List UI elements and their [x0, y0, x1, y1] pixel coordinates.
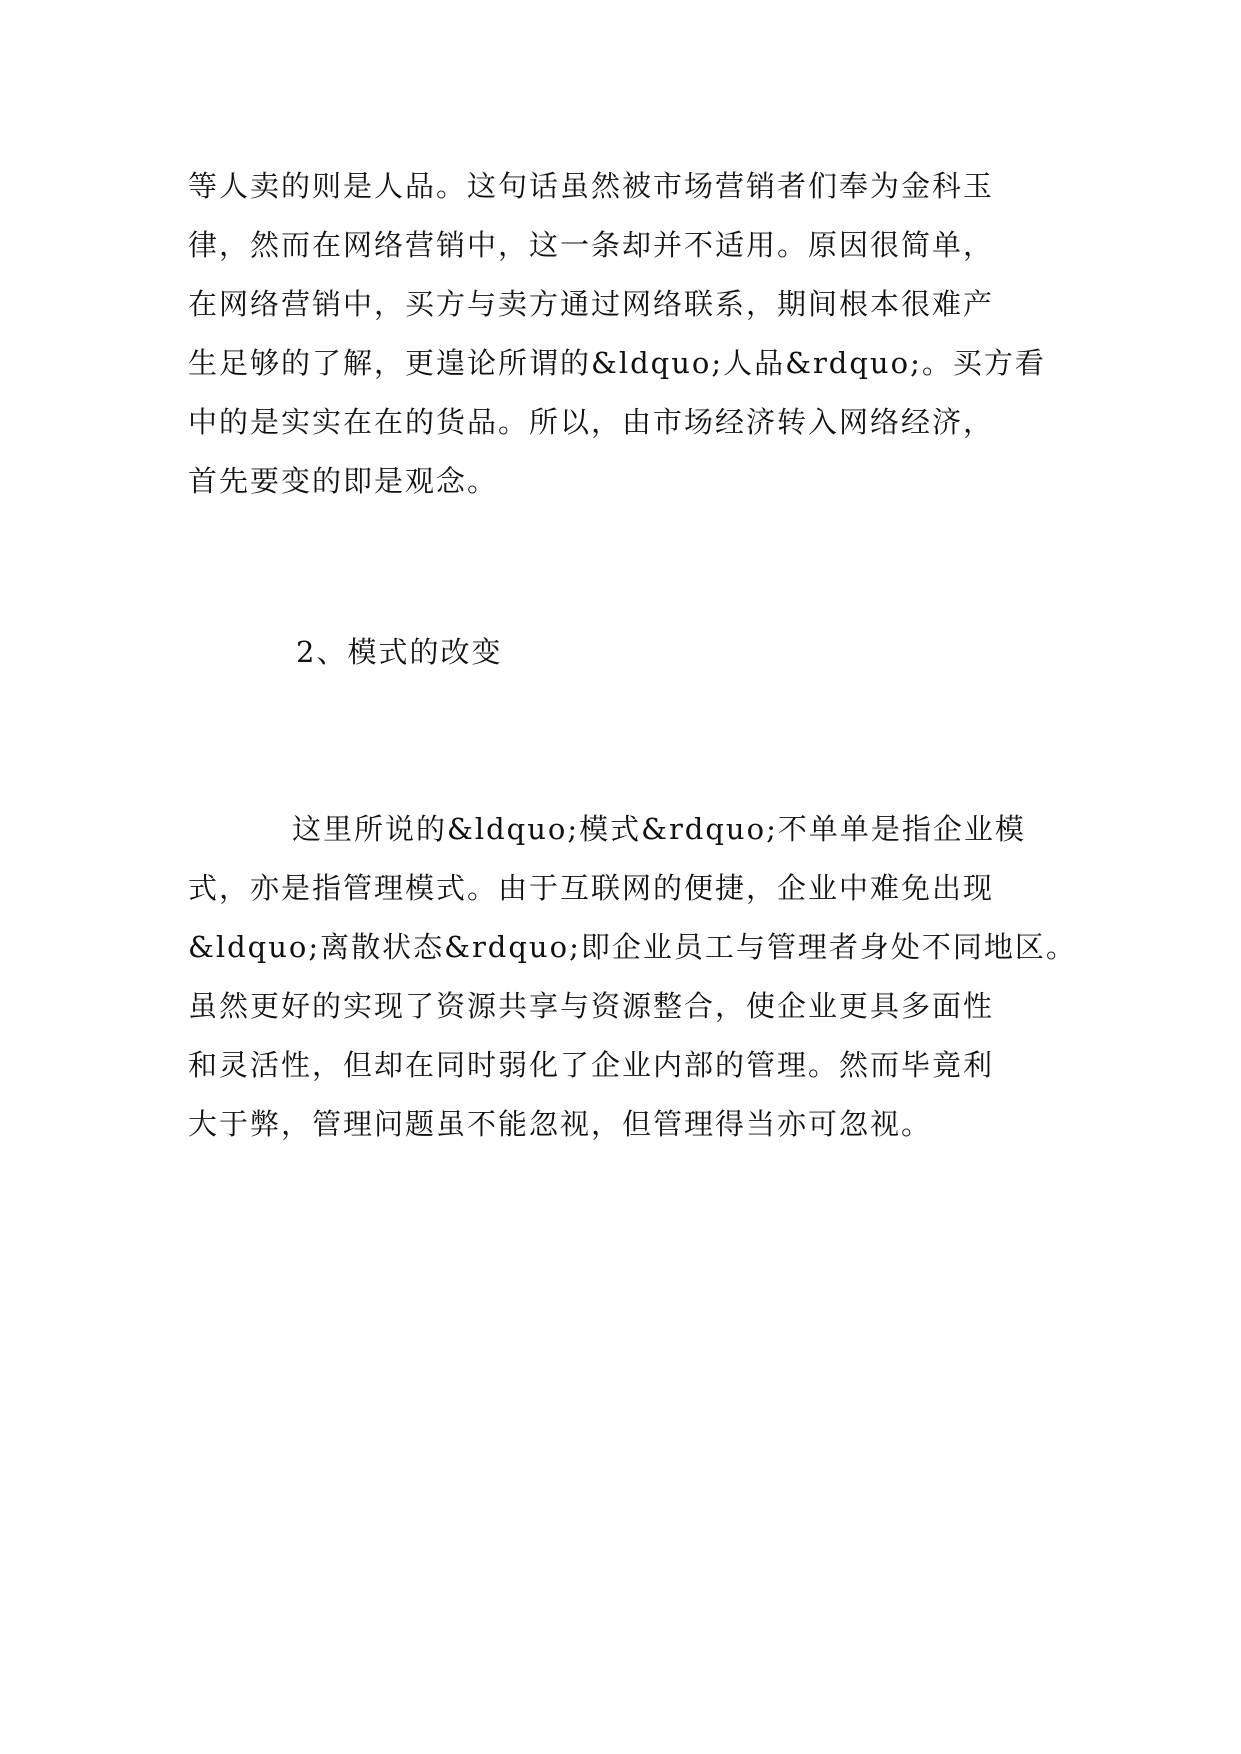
paragraph-line: 式，亦是指管理模式。由于互联网的便捷，企业中难免出现 — [188, 871, 995, 905]
paragraph-line: 等人卖的则是人品。这句话虽然被市场营销者们奉为金科玉 — [188, 169, 995, 203]
paragraph-line: 首先要变的即是观念。 — [188, 464, 499, 498]
paragraph-line: 这里所说的&ldquo;模式&rdquo;不单单是指企业模 — [292, 812, 1026, 846]
paragraph-line: 大于弊，管理问题虽不能忽视，但管理得当亦可忽视。 — [188, 1107, 933, 1141]
paragraph-line: 律，然而在网络营销中，这一条却并不适用。原因很简单， — [188, 228, 995, 262]
paragraph-line: 中的是实实在在的货品。所以，由市场经济转入网络经济， — [188, 405, 995, 439]
section-heading — [296, 623, 1176, 682]
paragraph-line: 生足够的了解，更遑论所谓的&ldquo;人品&rdquo;。买方看 — [188, 346, 1046, 380]
paragraph-line: 在网络营销中，买方与卖方通过网络联系，期间根本很难产 — [188, 287, 995, 321]
paragraph-line: 和灵活性，但却在同时弱化了企业内部的管理。然而毕竟利 — [188, 1048, 995, 1082]
paragraph-line: &ldquo;离散状态&rdquo;即企业员工与管理者身处不同地区。 — [188, 930, 1077, 964]
paragraph-line: 虽然更好的实现了资源共享与资源整合，使企业更具多面性 — [188, 989, 995, 1023]
paragraph-1 — [188, 157, 1068, 511]
section-heading-text: 2、模式的改变 — [296, 635, 503, 669]
paragraph-2 — [188, 800, 1077, 1154]
